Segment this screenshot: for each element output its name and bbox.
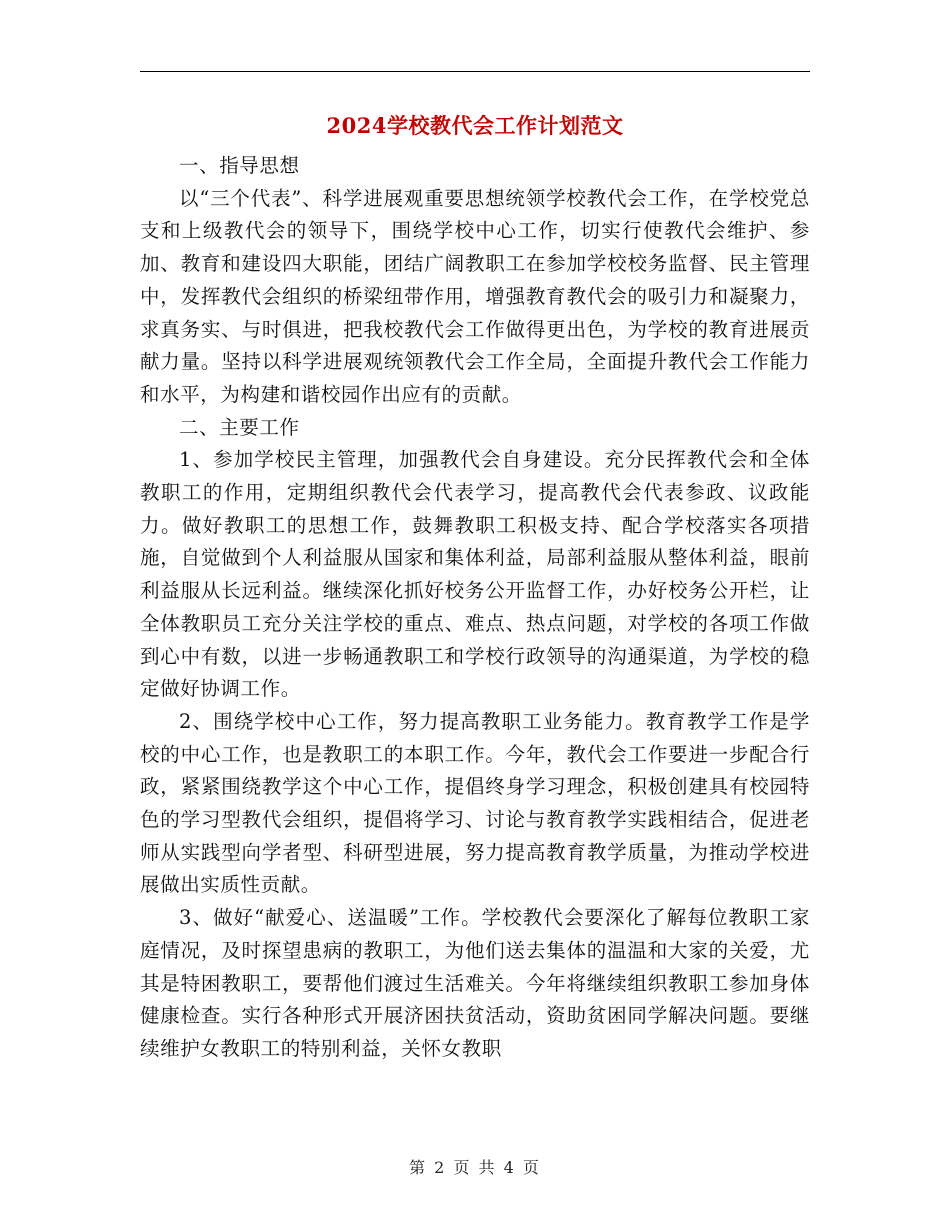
section-heading-main-work: 二、主要工作 (179, 415, 300, 439)
paragraph-guiding-thought: 以“三个代表”、科学进展观重要思想统领学校教代会工作，在学校党总支和上级教代会的领导下，围绕学校中心工作，切实行使教代会维护、参加、教育和建设四大职能，团结广阔教职工在参加学校校务监督、民主管理中，发挥教代会组织的桥梁纽带作用，增强教育教代会的吸引力和凝聚力，求真务实、与时俱进，把我校教代会工作做得更出色，为学校的教育进展贡献力量。坚持以科学进展观统领教代会工作全局，全面提升教代会工作能力和水平，为构建和谐校园作出应有的贡献。 (140, 186, 810, 406)
section-heading-guiding-thought: 一、指导思想 (179, 154, 300, 177)
paragraph-item-1: 1、参加学校民主管理，加强教代会自身建设。充分民挥教代会和全体教职工的作用，定期组织教代会代表学习，提高教代会代表参政、议政能力。做好教职工的思想工作，鼓舞教职工积极支持、配合学校落实各项措施，自觉做到个人利益服从国家和集体利益，局部利益服从整体利益，眼前利益服从长远利益。继续深化抓好校务公开监督工作，办好校务公开栏，让全体教职员工充分关注学校的重点、难点、热点问题，对学校的各项工作做到心中有数，以进一步畅通教职工和学校行政领导的沟通渠道，为学校的稳定做好协调工作。 (140, 448, 810, 701)
document-title: 2024学校教代会工作计划范文 (326, 113, 624, 138)
header-rule (140, 71, 810, 72)
paragraph-item-3: 3、做好“献爱心、送温暖”工作。学校教代会要深化了解每位教职工家庭情况，及时探望患病的教职工，为他们送去集体的温温和大家的关爱，尤其是特困教职工，要帮他们渡过生活难关。今年将继续组织教职工参加身体健康检查。实行各种形式开展济困扶贫活动，资助贫困同学解决问题。要继续维护女教职工的特别利益，关怀女教职 (140, 906, 810, 1060)
document-body (140, 150, 810, 1066)
page-number: 第 2 页 共 4 页 (409, 1158, 541, 1177)
paragraph-item-2: 2、围绕学校中心工作，努力提高教职工业务能力。教育教学工作是学校的中心工作，也是教职工的本职工作。今年，教代会工作要进一步配合行政，紧紧围绕教学这个中心工作，提倡终身学习理念，积极创建具有校园特色的学习型教代会组织，提倡将学习、讨论与教育教学实践相结合，促进老师从实践型向学者型、科研型进展，努力提高教育教学质量，为推动学校进展做出实质性贡献。 (140, 709, 810, 897)
